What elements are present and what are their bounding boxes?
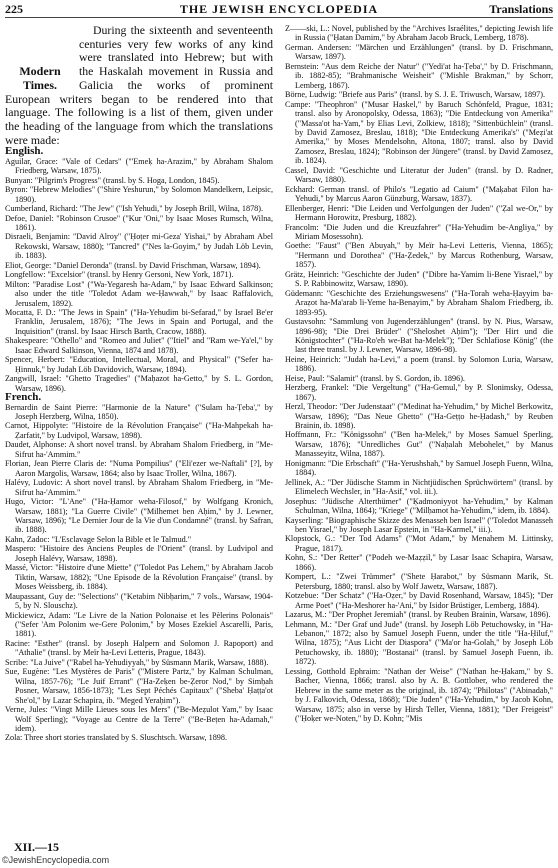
heading-french: French. [5, 391, 42, 404]
volume-page-label: XII.—15 [14, 840, 60, 854]
running-title: THE JEWISH ENCYCLOPEDIA [179, 2, 379, 16]
entry: Aguilar, Grace: "Vale of Cedars" ("'Emeḳ ha-Arazim," by Abraham Shalom Friedberg, Warsaw, 1875). [5, 156, 273, 176]
entry: Massé, Victor: "Histoire d'une Miette" ("Toledot Pas Lehem," by Abraham Jacob Tiktin, Warsaw, 1882); "Une Episode de la Révolution Française" (transl. by Moses Weissberg, ib. 1884). [5, 563, 273, 592]
french-entries [5, 403, 273, 743]
entry: Maspero: "Histoire des Anciens Peuples de l'Orient" (transl. by Ludvipol and Joseph Halévy, Warsaw, 1898). [5, 544, 273, 563]
entry: Spencer, Herbert: "Education, Intellectual, Moral, and Physical" ("Sefer ha-Ḥinnuk," by Judah Löb Davidovich, Warsaw, 1894). [5, 355, 273, 374]
entry: Campe: "Theophron" ("Musar Haskel," by Baruch Schönfeld, Prague, 1831; transl. also by Aronopolsky, Odessa, 1863); "Die Entdeckung von Amerika" ("Massa'ot ha-Yam," by Elias Levi, Zolkiew, 1818); "Sittenbüchlein" (transl. by David Zamosez, Breslau, 1818); "Die Entdeckung Amerika's" ("Meẓi'at Amerika," by Moses Mendelsohn, Altona, 1807; transl. also by David Zamosez, Breslau, 1824); "Robinson der Jüngere" (transl. by David Zamosez, ib. 1824). [285, 99, 553, 166]
entry: Mickiewicz, Adam: "Le Livre de la Nation Polonaise et les Pèlerins Polonais" ("Sefer 'Am Polonim we-Gere Polonim," by Moses Ezekiel Ascarelli, Paris, 1881). [5, 610, 273, 639]
entry: Longfellow: "Excelsior" (transl. by Henry Gersoni, New York, 1871). [5, 270, 234, 280]
entry: Börne, Ludwig: "Briefe aus Paris" (transl. by S. J. E. Triwusch, Warsaw, 1897). [285, 90, 546, 100]
entry: Kayserling: "Biographische Skizze des Menasseh ben Israel" ("Toledot Manasseh ben Yisrael," by Joseph Lasar Epstein, in "Ha-Karmel," iii.). [285, 515, 553, 535]
entry: Lehmann, M.: "Der Graf und Jude" (transl. by Joseph Löb Petuchowsky, in "Ha-Lebanon," 1872; also by Samuel Joseph Fuenn, under the title "Ha-Ḥiluf," Wilna, 1875); "Aus Licht der Diaspora" ("Ma'or ha-Golah," by Joseph Löb Petuchowsky, ib. 1880); "Bostanai" (transl. by Samuel Joseph Fuenn, ib. 1872). [285, 619, 553, 667]
entry: Halévy, Ludovic: A short novel transl. by Abraham Shalom Friedberg, in "Me-Sifrut ha-'Ammim." [5, 478, 273, 497]
entry: Hugo, Victor: "L'Ane" ("Ha-Ḥamor weha-Filosof," by Wolfgang Kronich, Warsaw, 1881); "La Guerre Civile" ("Milhemet ben Aḥim," by J. Lewner, Warsaw, 1896); "Le Dernier Jour de la Vie d'un Condamné" (transl. by Safran, ib. 1888). [5, 497, 273, 535]
sidenote-modern-times: Modern Times. [19, 64, 61, 92]
entry: Kompert, L.: "Zwei Trümmer" ("Shete Ḥarabot," by Süsmann Marik, St. Petersburg, 1880; transl. also by Wolf Jawetz, Warsaw, 1887). [285, 572, 553, 591]
entry: Z——ski, L.: Novel, published by the "Archives Israélites," depicting Jewish life in Russia ("Ḥatan Damim," by Abraham Jacob Bruck, Lemberg, 1878). [285, 24, 553, 43]
entry: Josephus: "Jüdische Alterthümer" ("Ḳadmoniyyot ha-Yehudim," by Kalman Schulman, Wilna, 1864); "Kriege" ("Milḥamot ha-Yehudim," idem, ib. 1884). [285, 496, 553, 516]
entry: Kohn, S.: "Der Retter" ("Podeh we-Maẓẓil," by Lasar Isaac Schapira, Warsaw, 1866). [285, 553, 553, 572]
entry: Milton: "Paradise Lost" ("Wa-Yegaresh ha-Adam," by Isaac Edward Salkinson; also under the title "Toledot Adam we-Ḥawwah," by Isaac Raffalovich, Jerusalem, 1892). [5, 279, 273, 308]
entry: Shakespeare: "Othello" and "Romeo and Juliet" ("Itiel" and "Ram we-Ya'el," by Isaac Edward Salkinson, Vienna, 1874 and 1878). [5, 336, 273, 355]
entry: Kahn, Zadoc: "L'Esclavage Selon la Bible et le Talmud." [5, 534, 192, 544]
entry: Sue, Eugène: "Les Mystères de Paris" ("Mistere Partz," by Kalman Schulman, Wilna, 1857-76); "Le Juif Errant" ("Ha-Zeḳen be-Ẓeror Nod," by Simḥah Posner, Warsaw, 1856-1873); "Les Sept Péchés Capitaux" ("Sheba' Ḥaṭṭa'ot She'ol," by Lazar Schapira, ib. "Meged Yeraḥim"). [5, 667, 273, 705]
entry: Gustavsohn: "Sammlung von Jugenderzählungen" (transl. by N. Pius, Warsaw, 1896-98); "Die Drei Brüder" ("Sheloshet Aḥim"); "Der Hirt und die Königstochter" ("Ha-Ro'eh we-Bat ha-Melek"); "Der Schlafiose König" (the last three transl. by J. Lewner, Warsaw, 1896-98). [285, 317, 553, 355]
entry: Francolm: "Die Juden und die Kreuzfahrer" ("Ha-Yehudim be-Angliya," by Miriam Mosessohn). [285, 222, 553, 241]
entry: Zangwill, Israel: "Ghetto Tragedies" ("Maḥazot ha-Getto," by S. L. Gordon, Warsaw, 1896). [5, 374, 273, 393]
entry: Herzl, Theodor: "Der Judenstaat" ("Medinat ha-Yehudim," by Michel Berkowitz, Warsaw, 1896); "Das Neue Ghetto" ("Ha-Geṭṭo he-Ḥadash," by Reuben Brainin, ib. 1898). [285, 402, 553, 431]
entry: Bernardin de Saint Pierre: "Harmonie de la Nature" ("Sulam ha-Ṭeba'," by Joseph Herzberg, Wilna, 1850). [5, 402, 273, 422]
entry: Racine: "Esther" (transl. by Joseph Halpern and Solomon J. Rapoport) and "Athalie" (transl. by Meïr ha-Levi Letteris, Prague, 1843). [5, 638, 273, 658]
entry: Defoe, Daniel: "Robinson Crusoe" ("Kur 'Oni," by Isaac Moses Rumsch, Wilna, 1861). [5, 213, 273, 232]
entry: Güdemann: "Geschichte des Erziehungswesens" ("Ha-Torah weha-Ḥayyim ba-Araẓot ha-Ma'arab li-Yeme ha-Benayim," by Abraham Shalom Friedberg, ib. 1893-95). [285, 288, 553, 317]
left-column [5, 24, 273, 743]
entry: Verne, Jules: "Vingt Mille Lieues sous les Mers" ("Be-Meẓulot Yam," by Isaac Wolf Sperling); "Voyage au Centre de la Terre" ("Be-Beṭen ha-Adamah," idem). [5, 705, 273, 733]
page-number: 225 [5, 2, 23, 16]
intro-paragraph [5, 24, 273, 147]
entry: Mocatta, F. D.: "The Jews in Spain" ("Ha-Yehudim bi-Sefarad," by Israel Be'er Franklin, Jerusalem, 1876); "The Jews in Spain and Portugal, and the Inquisition" (transl. by Isaac Hirsch Barth, Cracow, 1888). [5, 308, 273, 336]
entry: Scribe: "La Juive" ("Rabel ha-Yehudiyyah," by Süsmann Marik, Warsaw, 1888). [5, 657, 269, 667]
page-header [5, 0, 553, 18]
entry: Ellenberger, Henri: "Die Leiden und Verfolgungen der Juden" ("Ẓal we-Or," by Hermann Horowitz, Presburg, 1882). [285, 203, 553, 223]
english-entries [5, 157, 273, 393]
entry: Zola: Three short stories translated by S. Sluschtsch. Warsaw, 1898. [5, 733, 228, 743]
entry: Grätz, Heinrich: "Geschichte der Juden" ("Dibre ha-Yamim li-Bene Yisrael," by S. P. Rabbinowitz, Warsaw, 1890). [285, 269, 553, 289]
entry: Herzberg, Frankel: "Die Vergeltung" ("Ha-Gemul," by P. Slonimsky, Odessa, 1867). [285, 383, 553, 402]
entry: Daudet, Alphonse: A short novel transl. by Abraham Shalom Friedberg, in "Me-Sifrut ha-'Ammim." [5, 440, 273, 459]
section-title: Translations [489, 2, 553, 16]
entry: Byron: "Hebrew Melodies" ("Shire Yeshurun," by Solomon Mandelkern, Leipsic, 1890). [5, 185, 273, 204]
heading-english: English. [5, 145, 44, 158]
entry: German. Andersen: "Märchen und Erzählungen" (transl. by D. Frischmann, Warsaw, 1897). [285, 42, 553, 62]
entry: Carnot, Hippolyte: "Histoire de la Révolution Française" ("Ha-Mahpekah ha-Ẓarfatit," by Ludvipol, Warsaw, 1898). [5, 421, 273, 440]
entry: Klopstock, G.: "Der Tod Adams" ("Mot Adam," by Menahem M. Littinsky, Prague, 1817). [285, 534, 553, 553]
entry: Heine, Heinrich: "Judah ha-Levi," a poem (transl. by Solomon Luria, Warsaw, 1886). [285, 354, 553, 374]
right-entries [285, 24, 553, 724]
entry: Goethe: "Faust" ("Ben Abuyah," by Meïr ha-Levi Letteris, Vienna, 1865); "Hermann und Dorothea" ("Ha-Ẓedek," by Marcus Rothenburg, Warsaw, 1857). [285, 241, 553, 270]
intro-text: During the sixteenth and seventeenth centuries very few works of any kind were translated into Hebrew; but with the Haskalah movement in Russia and Galicia the works of prominent European writers began to be rendered into that language. The following is a list of them, given under the heading of the language from which the translations were made: [5, 23, 273, 147]
entry: Hoffmann, Fr.: "Königssohn" ("Ben ha-Melek," by Moses Samuel Sperling, Warsaw, 1876); "Unredliches Gut" ("Naḥalah Mebohelet," by Manus Manasseyitz, Wilna, 1887). [285, 430, 553, 459]
entry: Lazarus, M.: "Der Prophet Jeremiah" (transl. by Reuben Brainin, Warsaw, 1896). [285, 610, 551, 620]
entry: Kotzebue: "Der Schatz" ("Ha-Oẓer," by David Rosenhand, Warsaw, 1845); "Der Arme Poet" ("Ha-Meshorer ha-'Ani," by Isidor Brüstiger, Lemberg, 1884). [285, 591, 553, 610]
entry: Honigmann: "Die Erbschaft" ("Ha-Yerushshah," by Samuel Joseph Fuenn, Wilna, 1884). [285, 458, 553, 478]
entry: Bernstein: "Aus dem Reiche der Natur" ("Yedi'at ha-Ṭeba'," by D. Frischmann, ib. 1882-85); "Brahmanische Weisheit" ("Mishle Brakman," by Schorr, Lemberg, 1867). [285, 61, 553, 90]
entry: Cumberland, Richard: "The Jew" ("Ish Yehudi," by Joseph Brill, Wilna, 1878). [5, 204, 264, 214]
entry: Eckhard: German transl. of Philo's "Legatio ad Caium" ("Maḳabat Filon ha-Yehudi," by Marcus Aaron Günzburg, Warsaw, 1837). [285, 184, 553, 204]
right-column [285, 24, 553, 724]
entry: Lessing, Gotthold Ephraim: "Nathan der Weise" ("Nathan he-Ḥakam," by S. Bacher, Vienna, 1866; transl. also by A. B. Gottlober, who rendered the Hebrew in the same meter as the original, ib. 1874); "Philotas" ("Abinadab," by J. Falkovich, Odessa, 1868); "Die Juden" ("Ha-Yehudim," by Jacob Kohn, Warsaw, 1875; also in verse by Hirsh Teller, Vienna, 1881); "Der Freigeist" ("Ḥoḳer we-Noten," by D. Kohn; "Mis [285, 666, 553, 724]
entry: Eliot, George: "Daniel Deronda" (transl. by David Frischman, Warsaw, 1894). [5, 260, 261, 270]
entry: Bunyan: "Pilgrim's Progress" (transl. by S. Hoga, London, 1845). [5, 175, 220, 185]
entry: Florian, Jean Pierre Claris de: "Numa Pompilius" ("Eli'ezer we-Naftali" [?], by Aaron Margolis, Warsaw, 1864; also by Isaac Troller, Wilna, 1867). [5, 459, 273, 478]
entry: Heise, Paul: "Salamit" (transl. by S. Gordon, ib. 1896). [285, 373, 465, 383]
entry: Cassel, David: "Geschichte und Literatur der Juden" (transl. by D. Radner, Warsaw, 1880). [285, 165, 553, 185]
site-credit: ©JewishEncyclopedia.com [2, 855, 110, 865]
entry: Jellinek, A.: "Der Jüdische Stamm in Nichtjüdischen Sprüchwörtern" (transl. by Elimelech Wechsler, in "Ha-Asif," vol. iii.). [285, 477, 553, 497]
entry: Maupassant, Guy de: "Selections" ("Ketabim Nibḥarim," 7 vols., Warsaw, 1904-5, by N. Slouschz). [5, 591, 273, 611]
entry: Disraeli, Benjamin: "David Alroy" ("Ḥoṭer mi-Geza' Yishai," by Abraham Abel Rekowski, Warsaw, 1880); "Tancred" ("Nes la-Goyim," by Judah Löb Levin, ib. 1883). [5, 232, 273, 261]
